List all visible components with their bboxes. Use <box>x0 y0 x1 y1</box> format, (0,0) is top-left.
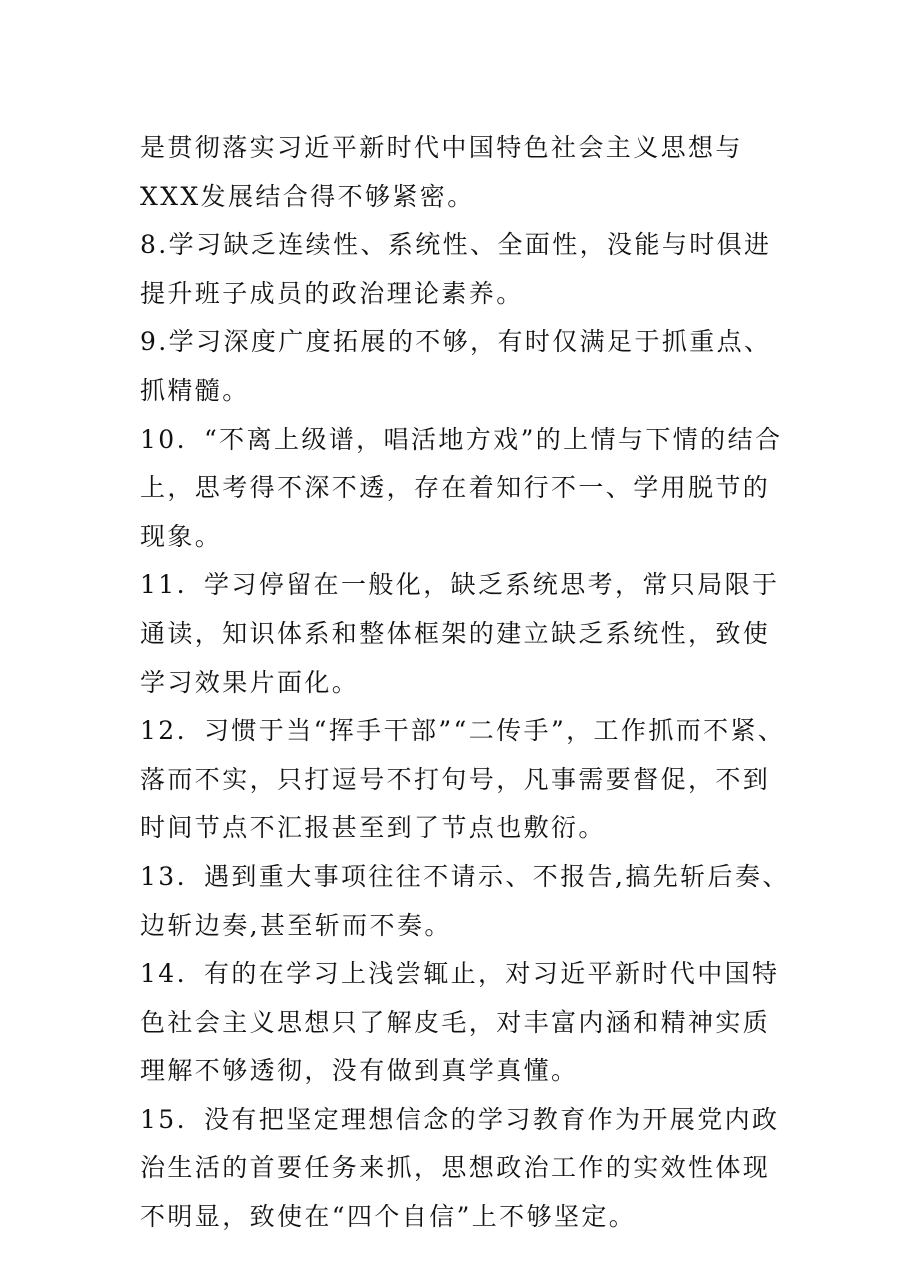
list-item-9 <box>140 318 790 415</box>
list-number: 10. <box>140 424 187 454</box>
paragraph-text: 有的在学习上浅尝辄止，对习近平新时代中国特色社会主义思想只了解皮毛，对丰富内涵和精神实质理解不够透彻，没有做到真学真懂。 <box>140 959 780 1086</box>
list-item-14 <box>140 950 790 1096</box>
paragraph-text: 没有把坚定理想信念的学习教育作为开展党内政治生活的首要任务来抓，思想政治工作的实效性体现不明显，致使在“四个自信”上不够坚定。 <box>140 1104 780 1232</box>
list-item-13 <box>140 853 790 950</box>
list-number: 11. <box>140 570 187 600</box>
paragraph-text: 学习深度广度拓展的不够，有时仅满足于抓重点、抓精髓。 <box>140 327 772 405</box>
list-item-15 <box>140 1096 790 1242</box>
list-number: 13. <box>140 861 187 891</box>
document-body <box>140 124 790 1242</box>
list-item-10 <box>140 416 790 562</box>
list-number: 14. <box>140 959 187 989</box>
paragraph-text: 学习缺乏连续性、系统性、全面性，没能与时俱进提升班子成员的政治理论素养。 <box>140 230 772 308</box>
paragraph-text: 遇到重大事项往往不请示、不报告,搞先斩后奏、边斩边奏,甚至斩而不奏。 <box>140 861 790 940</box>
paragraph-continuation <box>140 124 790 221</box>
list-item-11 <box>140 561 790 707</box>
list-number: 15. <box>140 1104 187 1134</box>
list-item-12 <box>140 707 790 853</box>
list-item-8 <box>140 221 790 318</box>
list-number: 8. <box>140 230 169 260</box>
paragraph-text: 是贯彻落实习近平新时代中国特色社会主义思想与XXX发展结合得不够紧密。 <box>140 133 743 211</box>
paragraph-text: “不离上级谱，唱活地方戏”的上情与下情的结合上，思考得不深不透，存在着知行不一、学用脱节的现象。 <box>140 424 783 551</box>
paragraph-text: 习惯于当“挥手干部”“二传手”，工作抓而不紧、落而不实，只打逗号不打句号，凡事需要督促，不到时间节点不汇报甚至到了节点也敷衍。 <box>140 716 786 843</box>
list-number: 12. <box>140 716 187 746</box>
paragraph-text: 学习停留在一般化，缺乏系统思考，常只局限于通读，知识体系和整体框架的建立缺乏系统性，致使学习效果片面化。 <box>140 570 780 697</box>
list-number: 9. <box>140 327 169 357</box>
